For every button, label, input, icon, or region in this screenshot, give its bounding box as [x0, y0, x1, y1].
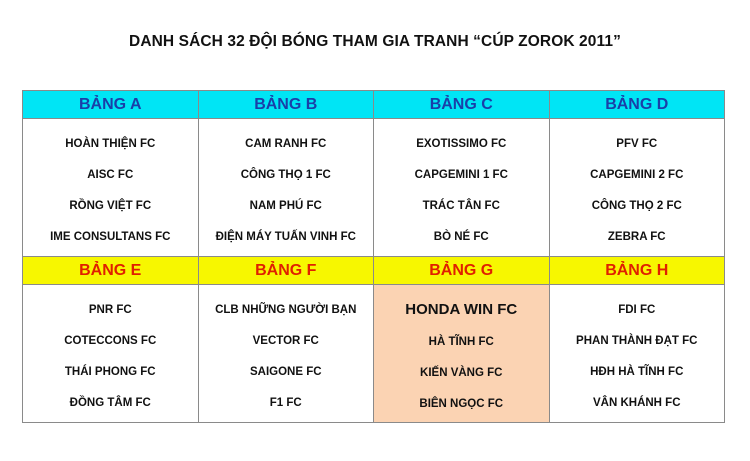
- group-teams-h: [549, 285, 725, 423]
- team-name: AISC FC: [87, 169, 134, 181]
- group-header-row-bottom: [23, 257, 725, 285]
- team-name: VÂN KHÁNH FC: [592, 397, 681, 409]
- group-header-f: BẢNG F: [198, 257, 374, 285]
- team-name: BÒ NÉ FC: [433, 231, 489, 243]
- group-header-row-top: [23, 91, 725, 119]
- group-teams-g: [374, 285, 550, 423]
- group-teams-d: [549, 119, 725, 257]
- team-name: IME CONSULTANS FC: [50, 231, 171, 243]
- team-name: CLB NHỮNG NGƯỜI BẠN: [215, 304, 357, 316]
- team-name: HĐH HÀ TĨNH FC: [590, 366, 684, 378]
- team-name: RỒNG VIỆT FC: [69, 200, 152, 212]
- team-name: BIÊN NGỌC FC: [419, 398, 504, 410]
- team-name: NAM PHÚ FC: [249, 200, 322, 212]
- team-name: EXOTISSIMO FC: [416, 138, 507, 150]
- group-teams-c: [374, 119, 550, 257]
- team-name: KIẾN VÀNG FC: [420, 367, 503, 379]
- group-header-h: BẢNG H: [549, 257, 725, 285]
- team-name: F1 FC: [269, 397, 302, 409]
- groups-table: [22, 90, 725, 423]
- group-teams-a: [23, 119, 199, 257]
- group-teams-b: [198, 119, 374, 257]
- team-name: PNR FC: [88, 304, 132, 316]
- team-name: CAPGEMINI 1 FC: [414, 169, 508, 181]
- group-header-d: BẢNG D: [549, 91, 725, 119]
- group-teams-f: [198, 285, 374, 423]
- team-name: HÀ TĨNH FC: [428, 336, 494, 348]
- team-name: COTECCONS FC: [64, 335, 157, 347]
- group-header-e: BẢNG E: [23, 257, 199, 285]
- team-name: THÁI PHONG FC: [64, 366, 156, 378]
- team-name: FDI FC: [618, 304, 656, 316]
- team-name: PFV FC: [616, 138, 658, 150]
- team-name: ĐỒNG TÂM FC: [69, 397, 151, 409]
- group-header-c: BẢNG C: [374, 91, 550, 119]
- group-header-b: BẢNG B: [198, 91, 374, 119]
- team-name: PHAN THÀNH ĐẠT FC: [576, 335, 698, 347]
- team-name: CÔNG THỌ 2 FC: [591, 200, 682, 212]
- team-name: SAIGONE FC: [249, 366, 322, 378]
- team-name: ZEBRA FC: [607, 231, 666, 243]
- group-teams-e: [23, 285, 199, 423]
- team-name: VECTOR FC: [252, 335, 319, 347]
- team-name: CAPGEMINI 2 FC: [590, 169, 684, 181]
- team-name: TRÁC TÂN FC: [422, 200, 500, 212]
- team-name: CÔNG THỌ 1 FC: [240, 169, 331, 181]
- team-name: ĐIỆN MÁY TUẤN VINH FC: [215, 231, 356, 243]
- group-teams-row-bottom: [23, 285, 725, 423]
- team-name: HOÀN THIỆN FC: [65, 138, 156, 150]
- group-teams-row-top: [23, 119, 725, 257]
- group-header-a: BẢNG A: [23, 91, 199, 119]
- group-header-g: BẢNG G: [374, 257, 550, 285]
- team-name-featured: HONDA WIN FC: [405, 301, 518, 318]
- team-name: CAM RANH FC: [245, 138, 327, 150]
- page-title: DANH SÁCH 32 ĐỘI BÓNG THAM GIA TRANH “CÚP ZOROK 2011”: [129, 33, 621, 50]
